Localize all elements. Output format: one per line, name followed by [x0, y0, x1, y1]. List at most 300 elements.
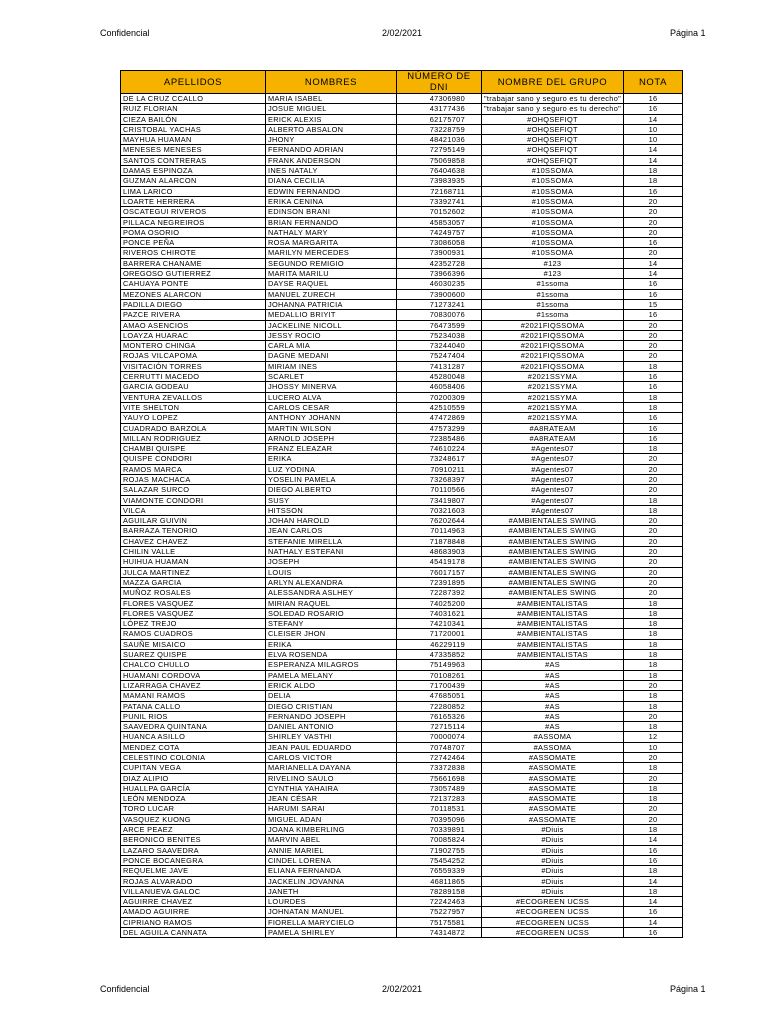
cell-nota: 20	[624, 454, 683, 464]
cell-apellidos: FLORES VASQUEZ	[121, 608, 266, 618]
cell-nota: 16	[624, 372, 683, 382]
table-row	[121, 433, 683, 443]
cell-nota: 20	[624, 196, 683, 206]
cell-apellidos: ROJAS ALVARADO	[121, 876, 266, 886]
footer-confidential: Confidencial	[100, 984, 150, 994]
table-row	[121, 279, 683, 289]
table-row	[121, 372, 683, 382]
cell-nota: 18	[624, 608, 683, 618]
cell-grupo: #AMBIENTALISTAS	[482, 639, 624, 649]
cell-nombres: NATHALY ESTEFANI	[266, 547, 397, 557]
cell-dni: 73086058	[397, 238, 482, 248]
cell-dni: 47472869	[397, 413, 482, 423]
cell-nombres: EDINSON BRANI	[266, 207, 397, 217]
table-row	[121, 670, 683, 680]
cell-apellidos: ROJAS MACHACA	[121, 474, 266, 484]
cell-apellidos: AMADO AGUIRRE	[121, 907, 266, 917]
cell-dni: 75227957	[397, 907, 482, 917]
cell-nota: 18	[624, 619, 683, 629]
cell-grupo: #Diuis	[482, 866, 624, 876]
table-row	[121, 392, 683, 402]
cell-nota: 14	[624, 258, 683, 268]
table-row	[121, 783, 683, 793]
table-row	[121, 928, 683, 938]
cell-dni: 47306980	[397, 94, 482, 104]
table-row	[121, 351, 683, 361]
cell-grupo: #AMBIENTALES SWING	[482, 588, 624, 598]
cell-apellidos: ROJAS VILCAPOMA	[121, 351, 266, 361]
cell-grupo: #ASSOMATE	[482, 753, 624, 763]
cell-apellidos: MONTERO CHINGA	[121, 341, 266, 351]
cell-nota: 18	[624, 825, 683, 835]
cell-nota: 18	[624, 701, 683, 711]
cell-grupo: #ASSOMA	[482, 732, 624, 742]
header-confidential: Confidencial	[100, 28, 150, 38]
cell-grupo: #2021SSYMA	[482, 372, 624, 382]
cell-grupo: #ECOGREEN UCSS	[482, 917, 624, 927]
cell-dni: 74610224	[397, 444, 482, 454]
cell-dni: 71878848	[397, 536, 482, 546]
cell-dni: 72385486	[397, 433, 482, 443]
cell-grupo: #Diuis	[482, 855, 624, 865]
cell-grupo: #Agentes07	[482, 474, 624, 484]
col-nota: NOTA	[624, 71, 683, 94]
cell-nombres: RIVELINO SAULO	[266, 773, 397, 783]
cell-grupo: #AS	[482, 722, 624, 732]
cell-dni: 71700439	[397, 680, 482, 690]
cell-nombres: ERICK ALEXIS	[266, 114, 397, 124]
cell-dni: 75454252	[397, 855, 482, 865]
cell-grupo: #AS	[482, 670, 624, 680]
cell-grupo: #10SSOMA	[482, 227, 624, 237]
cell-grupo: #AMBIENTALES SWING	[482, 567, 624, 577]
cell-nombres: ESPERANZA MILAGROS	[266, 660, 397, 670]
cell-grupo: #Agentes07	[482, 454, 624, 464]
cell-grupo: #10SSOMA	[482, 238, 624, 248]
table-row	[121, 577, 683, 587]
table-row	[121, 94, 683, 104]
cell-nombres: NATHALY MARY	[266, 227, 397, 237]
cell-nombres: CARLA MIA	[266, 341, 397, 351]
cell-nota: 16	[624, 104, 683, 114]
cell-nombres: JOHAN HAROLD	[266, 516, 397, 526]
cell-nota: 18	[624, 505, 683, 515]
table-row	[121, 845, 683, 855]
cell-nombres: MIGUEL ADAN	[266, 814, 397, 824]
cell-nombres: SUSY	[266, 495, 397, 505]
cell-grupo: #Diuis	[482, 835, 624, 845]
cell-apellidos: VISITACIÓN TORRES	[121, 361, 266, 371]
cell-grupo: #2021SSYMA	[482, 413, 624, 423]
cell-grupo: #10SSOMA	[482, 248, 624, 258]
cell-nota: 16	[624, 238, 683, 248]
cell-apellidos: OSCATEGUI RIVEROS	[121, 207, 266, 217]
cell-dni: 46058406	[397, 382, 482, 392]
cell-grupo: #2021FIQSSOMA	[482, 341, 624, 351]
cell-nombres: EDWIN FERNANDO	[266, 186, 397, 196]
table-row	[121, 557, 683, 567]
cell-nombres: PAMELA MELANY	[266, 670, 397, 680]
cell-nombres: DANIEL ANTONIO	[266, 722, 397, 732]
cell-dni: 70152602	[397, 207, 482, 217]
cell-nota: 20	[624, 341, 683, 351]
table-row	[121, 145, 683, 155]
cell-dni: 48421036	[397, 135, 482, 145]
cell-nombres: DIEGO CRISTIAN	[266, 701, 397, 711]
cell-nota: 16	[624, 413, 683, 423]
cell-apellidos: QUISPE CONDORI	[121, 454, 266, 464]
table-row	[121, 629, 683, 639]
cell-nota: 20	[624, 536, 683, 546]
cell-nota: 14	[624, 155, 683, 165]
table-row	[121, 516, 683, 526]
cell-nombres: FIORELLA MARYCIELO	[266, 917, 397, 927]
table-row	[121, 608, 683, 618]
cell-grupo: #Agentes07	[482, 495, 624, 505]
table-row	[121, 269, 683, 279]
cell-apellidos: CHILIN VALLE	[121, 547, 266, 557]
cell-dni: 76559339	[397, 866, 482, 876]
cell-grupo: #AMBIENTALISTAS	[482, 650, 624, 660]
cell-apellidos: RAMOS CUADROS	[121, 629, 266, 639]
cell-dni: 72715114	[397, 722, 482, 732]
cell-dni: 76404638	[397, 166, 482, 176]
cell-nota: 16	[624, 907, 683, 917]
cell-apellidos: VILCA	[121, 505, 266, 515]
cell-nombres: LOUIS	[266, 567, 397, 577]
cell-nombres: ELVA ROSENDA	[266, 650, 397, 660]
cell-nombres: JACKELIN JOVANNA	[266, 876, 397, 886]
cell-nota: 18	[624, 495, 683, 505]
cell-apellidos: SAUÑE MISAICO	[121, 639, 266, 649]
cell-apellidos: MUÑOZ ROSALES	[121, 588, 266, 598]
cell-grupo: #10SSOMA	[482, 176, 624, 186]
cell-dni: 72742464	[397, 753, 482, 763]
cell-nota: 20	[624, 217, 683, 227]
table-row	[121, 753, 683, 763]
cell-nombres: ERIKA	[266, 639, 397, 649]
cell-grupo: #ASSOMATE	[482, 763, 624, 773]
cell-nota: 18	[624, 650, 683, 660]
cell-apellidos: OREGOSO GUTIERREZ	[121, 269, 266, 279]
cell-dni: 72795149	[397, 145, 482, 155]
cell-apellidos: SANTOS CONTRERAS	[121, 155, 266, 165]
cell-apellidos: PUNIL RIOS	[121, 711, 266, 721]
cell-grupo: #ASSOMATE	[482, 773, 624, 783]
table-row	[121, 855, 683, 865]
cell-dni: 43177436	[397, 104, 482, 114]
cell-dni: 75149963	[397, 660, 482, 670]
cell-grupo: #10SSOMA	[482, 196, 624, 206]
cell-dni: 73900931	[397, 248, 482, 258]
cell-nota: 20	[624, 227, 683, 237]
cell-nombres: DAYSE RAQUEL	[266, 279, 397, 289]
cell-nota: 14	[624, 835, 683, 845]
cell-nombres: SCARLET	[266, 372, 397, 382]
cell-nota: 16	[624, 94, 683, 104]
cell-nota: 18	[624, 444, 683, 454]
cell-dni: 70748707	[397, 742, 482, 752]
cell-nota: 20	[624, 567, 683, 577]
cell-dni: 74031621	[397, 608, 482, 618]
cell-grupo: #10SSOMA	[482, 217, 624, 227]
cell-apellidos: LAZARO SAAVEDRA	[121, 845, 266, 855]
cell-dni: 70395096	[397, 814, 482, 824]
cell-apellidos: ARCE PEAEZ	[121, 825, 266, 835]
cell-nota: 20	[624, 464, 683, 474]
cell-grupo: #AS	[482, 701, 624, 711]
cell-nota: 18	[624, 166, 683, 176]
cell-grupo: #A8RATEAM	[482, 423, 624, 433]
cell-apellidos: LÓPEZ TREJO	[121, 619, 266, 629]
cell-dni: 70000074	[397, 732, 482, 742]
table-row	[121, 341, 683, 351]
cell-nombres: JEAN PAUL EDUARDO	[266, 742, 397, 752]
cell-dni: 76202644	[397, 516, 482, 526]
cell-nombres: CINDEL LORENA	[266, 855, 397, 865]
cell-apellidos: PONCE PEÑA	[121, 238, 266, 248]
cell-apellidos: HUIHUA HUAMAN	[121, 557, 266, 567]
cell-nombres: ROSA MARGARITA	[266, 238, 397, 248]
col-nombres: NOMBRES	[266, 71, 397, 94]
cell-dni: 75247404	[397, 351, 482, 361]
cell-apellidos: GARCIA GODEAU	[121, 382, 266, 392]
cell-dni: 72168711	[397, 186, 482, 196]
cell-apellidos: CERRUTTI MACEDO	[121, 372, 266, 382]
cell-dni: 74131287	[397, 361, 482, 371]
cell-nombres: SEGUNDO REMIGIO	[266, 258, 397, 268]
table-row	[121, 176, 683, 186]
cell-nombres: FRANZ ELEAZAR	[266, 444, 397, 454]
footer-page: Página 1	[670, 984, 706, 994]
cell-dni: 73966396	[397, 269, 482, 279]
cell-apellidos: SUAREZ QUISPE	[121, 650, 266, 660]
cell-nombres: ALBERTO ABSALON	[266, 124, 397, 134]
cell-nota: 20	[624, 557, 683, 567]
table-row	[121, 639, 683, 649]
table-row	[121, 454, 683, 464]
cell-nota: 10	[624, 124, 683, 134]
cell-apellidos: AGUILAR GUIVIN	[121, 516, 266, 526]
cell-apellidos: MILLAN RODRIGUEZ	[121, 433, 266, 443]
cell-nombres: CYNTHIA YAHAIRA	[266, 783, 397, 793]
cell-dni: 75069858	[397, 155, 482, 165]
grades-table	[120, 70, 683, 938]
cell-nota: 18	[624, 361, 683, 371]
cell-nombres: ANNIE MARIEL	[266, 845, 397, 855]
cell-dni: 62175707	[397, 114, 482, 124]
cell-nota: 18	[624, 176, 683, 186]
cell-apellidos: MENESES MENESES	[121, 145, 266, 155]
cell-nombres: ERIKA	[266, 454, 397, 464]
table-row	[121, 773, 683, 783]
cell-grupo: #ASSOMATE	[482, 794, 624, 804]
cell-nombres: FERNANDO JOSEPH	[266, 711, 397, 721]
cell-nombres: JEAN CÉSAR	[266, 794, 397, 804]
cell-apellidos: VILLANUEVA GALOC	[121, 886, 266, 896]
table-row	[121, 155, 683, 165]
cell-apellidos: AMAO ASENCIOS	[121, 320, 266, 330]
table-row	[121, 464, 683, 474]
cell-grupo: #Agentes07	[482, 485, 624, 495]
cell-dni: 78289158	[397, 886, 482, 896]
cell-apellidos: CIEZA BAILÓN	[121, 114, 266, 124]
cell-nombres: INES NATALY	[266, 166, 397, 176]
cell-apellidos: DE LA CRUZ CCALLO	[121, 94, 266, 104]
cell-grupo: #2021SSYMA	[482, 402, 624, 412]
cell-grupo: #AMBIENTALES SWING	[482, 526, 624, 536]
cell-grupo: #2021FIQSSOMA	[482, 330, 624, 340]
cell-nota: 18	[624, 794, 683, 804]
cell-nota: 20	[624, 526, 683, 536]
cell-dni: 47685051	[397, 691, 482, 701]
cell-nota: 20	[624, 474, 683, 484]
table-row	[121, 732, 683, 742]
cell-dni: 47335852	[397, 650, 482, 660]
cell-nota: 20	[624, 588, 683, 598]
cell-nombres: JHOSSY MINERVA	[266, 382, 397, 392]
cell-dni: 70108261	[397, 670, 482, 680]
table-row	[121, 814, 683, 824]
table-row	[121, 897, 683, 907]
cell-grupo: #Agentes07	[482, 505, 624, 515]
table-row	[121, 330, 683, 340]
table-row	[121, 825, 683, 835]
cell-nombres: MARIA ISABEL	[266, 94, 397, 104]
cell-apellidos: MEZONES ALARCON	[121, 289, 266, 299]
table-row	[121, 248, 683, 258]
cell-grupo: #AMBIENTALES SWING	[482, 577, 624, 587]
cell-nombres: PAMELA SHIRLEY	[266, 928, 397, 938]
cell-nombres: JOSEPH	[266, 557, 397, 567]
cell-grupo: #2021SSYMA	[482, 382, 624, 392]
cell-grupo: #ASSOMA	[482, 742, 624, 752]
cell-apellidos: MAYHUA HUAMAN	[121, 135, 266, 145]
cell-nota: 16	[624, 928, 683, 938]
cell-nombres: STEFANIE MIRELLA	[266, 536, 397, 546]
footer-date: 2/02/2021	[382, 984, 423, 994]
cell-nota: 18	[624, 598, 683, 608]
table-row	[121, 217, 683, 227]
cell-dni: 70830076	[397, 310, 482, 320]
table-row	[121, 186, 683, 196]
table-row	[121, 547, 683, 557]
cell-dni: 76473599	[397, 320, 482, 330]
cell-apellidos: VIAMONTE CONDORI	[121, 495, 266, 505]
cell-apellidos: DAMAS ESPINOZA	[121, 166, 266, 176]
cell-dni: 47573299	[397, 423, 482, 433]
cell-dni: 46811865	[397, 876, 482, 886]
table-row	[121, 536, 683, 546]
table-row	[121, 917, 683, 927]
cell-dni: 74249757	[397, 227, 482, 237]
cell-apellidos: REQUELME JAVE	[121, 866, 266, 876]
cell-nota: 20	[624, 351, 683, 361]
table-row	[121, 114, 683, 124]
cell-grupo: #OHQSEFIQT	[482, 155, 624, 165]
cell-nota: 14	[624, 114, 683, 124]
cell-dni: 76017157	[397, 567, 482, 577]
cell-nota: 16	[624, 433, 683, 443]
cell-grupo: #ASSOMATE	[482, 804, 624, 814]
cell-dni: 74025200	[397, 598, 482, 608]
cell-nombres: SHIRLEY VASTHI	[266, 732, 397, 742]
cell-apellidos: HUAMANI CORDOVA	[121, 670, 266, 680]
cell-apellidos: SALAZAR SURCO	[121, 485, 266, 495]
cell-nota: 14	[624, 897, 683, 907]
cell-dni: 74314872	[397, 928, 482, 938]
table-row	[121, 227, 683, 237]
cell-grupo: #AMBIENTALISTAS	[482, 619, 624, 629]
cell-grupo: #AS	[482, 680, 624, 690]
cell-nota: 20	[624, 711, 683, 721]
table-row	[121, 444, 683, 454]
cell-nombres: JOSUE MIGUEL	[266, 104, 397, 114]
cell-grupo: #10SSOMA	[482, 207, 624, 217]
table-row	[121, 238, 683, 248]
cell-nota: 20	[624, 804, 683, 814]
table-row	[121, 505, 683, 515]
cell-grupo: #OHQSEFIQT	[482, 135, 624, 145]
cell-apellidos: CIPRIANO RAMOS	[121, 917, 266, 927]
cell-nombres: ERIKA CENINA	[266, 196, 397, 206]
cell-apellidos: BARRERA CHANAME	[121, 258, 266, 268]
cell-apellidos: TORO LUCAR	[121, 804, 266, 814]
cell-grupo: #1ssoma	[482, 289, 624, 299]
cell-dni: 71273241	[397, 299, 482, 309]
cell-nota: 18	[624, 392, 683, 402]
cell-dni: 70085824	[397, 835, 482, 845]
cell-nota: 20	[624, 330, 683, 340]
cell-nombres: SOLEDAD ROSARIO	[266, 608, 397, 618]
table-row	[121, 804, 683, 814]
table-row	[121, 289, 683, 299]
cell-apellidos: HUANCA ASILLO	[121, 732, 266, 742]
cell-grupo: #OHQSEFIQT	[482, 145, 624, 155]
cell-dni: 46030235	[397, 279, 482, 289]
cell-nota: 18	[624, 670, 683, 680]
cell-nombres: BRIAN FERNANDO	[266, 217, 397, 227]
table-row	[121, 876, 683, 886]
cell-grupo: #2021SSYMA	[482, 392, 624, 402]
cell-dni: 73900600	[397, 289, 482, 299]
cell-nota: 20	[624, 753, 683, 763]
cell-dni: 73392741	[397, 196, 482, 206]
cell-nota: 20	[624, 516, 683, 526]
cell-grupo: #Diuis	[482, 876, 624, 886]
cell-nota: 18	[624, 639, 683, 649]
cell-dni: 46229119	[397, 639, 482, 649]
cell-apellidos: FLORES VASQUEZ	[121, 598, 266, 608]
table-row	[121, 299, 683, 309]
cell-dni: 73372838	[397, 763, 482, 773]
cell-dni: 70910211	[397, 464, 482, 474]
table-row	[121, 794, 683, 804]
cell-apellidos: MAZZA GARCIA	[121, 577, 266, 587]
cell-grupo: "trabajar sano y seguro es tu derecho"	[482, 94, 624, 104]
table-row	[121, 763, 683, 773]
cell-grupo: #ECOGREEN UCSS	[482, 907, 624, 917]
cell-nota: 18	[624, 886, 683, 896]
cell-nombres: LUZ YODINA	[266, 464, 397, 474]
table-row	[121, 207, 683, 217]
cell-nombres: ANTHONY JOHANN	[266, 413, 397, 423]
cell-apellidos: CHAVEZ CHAVEZ	[121, 536, 266, 546]
cell-grupo: #ECOGREEN UCSS	[482, 897, 624, 907]
cell-nota: 18	[624, 402, 683, 412]
cell-apellidos: LOARTE HERRERA	[121, 196, 266, 206]
cell-apellidos: VENTURA ZEVALLOS	[121, 392, 266, 402]
